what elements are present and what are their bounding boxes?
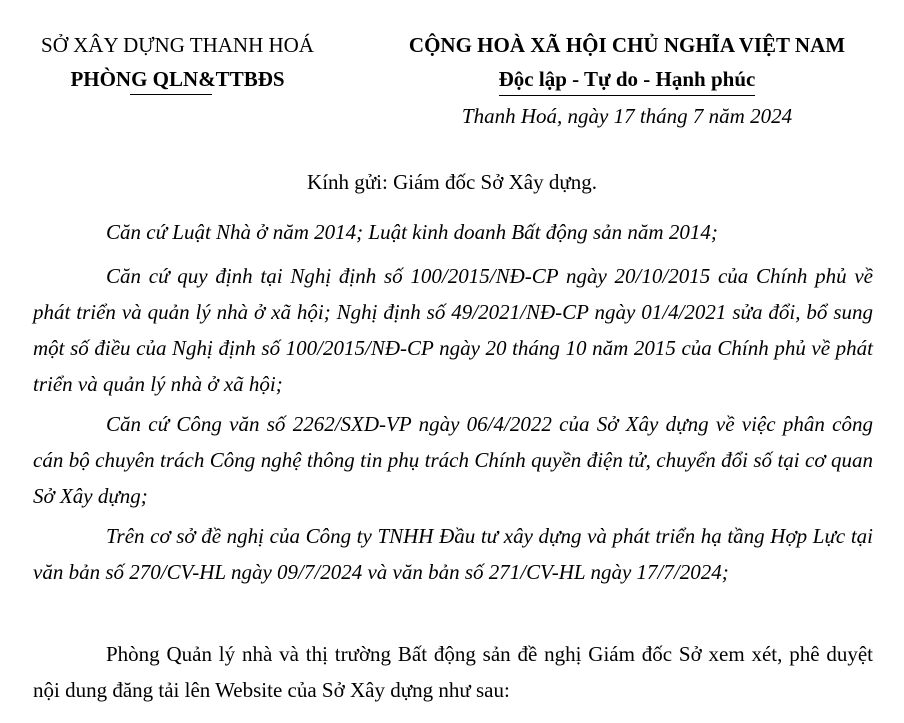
legal-basis-paragraph-1: Căn cứ Luật Nhà ở năm 2014; Luật kinh doanh Bất động sản năm 2014; [106,220,718,244]
national-motto: Độc lập - Tự do - Hạnh phúc [499,65,756,96]
department-underline [130,94,212,95]
national-title-block [350,28,904,96]
agency-name: SỞ XÂY DỰNG THANH HOÁ [41,33,314,57]
legal-basis-paragraph-2: Căn cứ quy định tại Nghị định số 100/2015/NĐ-CP ngày 20/10/2015 của Chính phủ về phát triển và quản lý nhà ở xã hội; Nghị định số 49/2021/NĐ-CP ngày 01/4/2021 sửa đổi, bổ sung một số điều của Nghị định số 100/2015/NĐ-CP ngày 20 tháng 10 năm 2015 của Chính phủ về phát triển và quản lý nhà ở xã hội; [33,264,873,396]
request-paragraph: Phòng Quản lý nhà và thị trường Bất động sản đề nghị Giám đốc Sở xem xét, phê duyệt nội dung đăng tải lên Website của Sở Xây dựng như sau: [33,642,873,702]
country-name: CỘNG HOÀ XÃ HỘI CHỦ NGHĨA VIỆT NAM [408,33,846,57]
legal-basis-paragraph-3: Căn cứ Công văn số 2262/SXD-VP ngày 06/4/2022 của Sở Xây dựng về việc phân công cán bộ chuyên trách Công nghệ thông tin phụ trách Chính quyền điện tử, chuyển đổi số tại cơ quan Sở Xây dựng; [33,412,873,508]
issuing-agency-block [0,28,355,96]
recipient-greeting: Kính gửi: Giám đốc Sở Xây dựng. [307,170,597,194]
legal-basis-paragraph-4: Trên cơ sở đề nghị của Công ty TNHH Đầu tư xây dựng và phát triển hạ tầng Hợp Lực tại văn bản số 270/CV-HL ngày 09/7/2024 và văn bản số 271/CV-HL ngày 17/7/2024; [33,524,873,584]
department-name: PHÒNG QLN&TTBĐS [70,67,285,91]
place-date-line: Thanh Hoá, ngày 17 tháng 7 năm 2024 [461,104,793,128]
